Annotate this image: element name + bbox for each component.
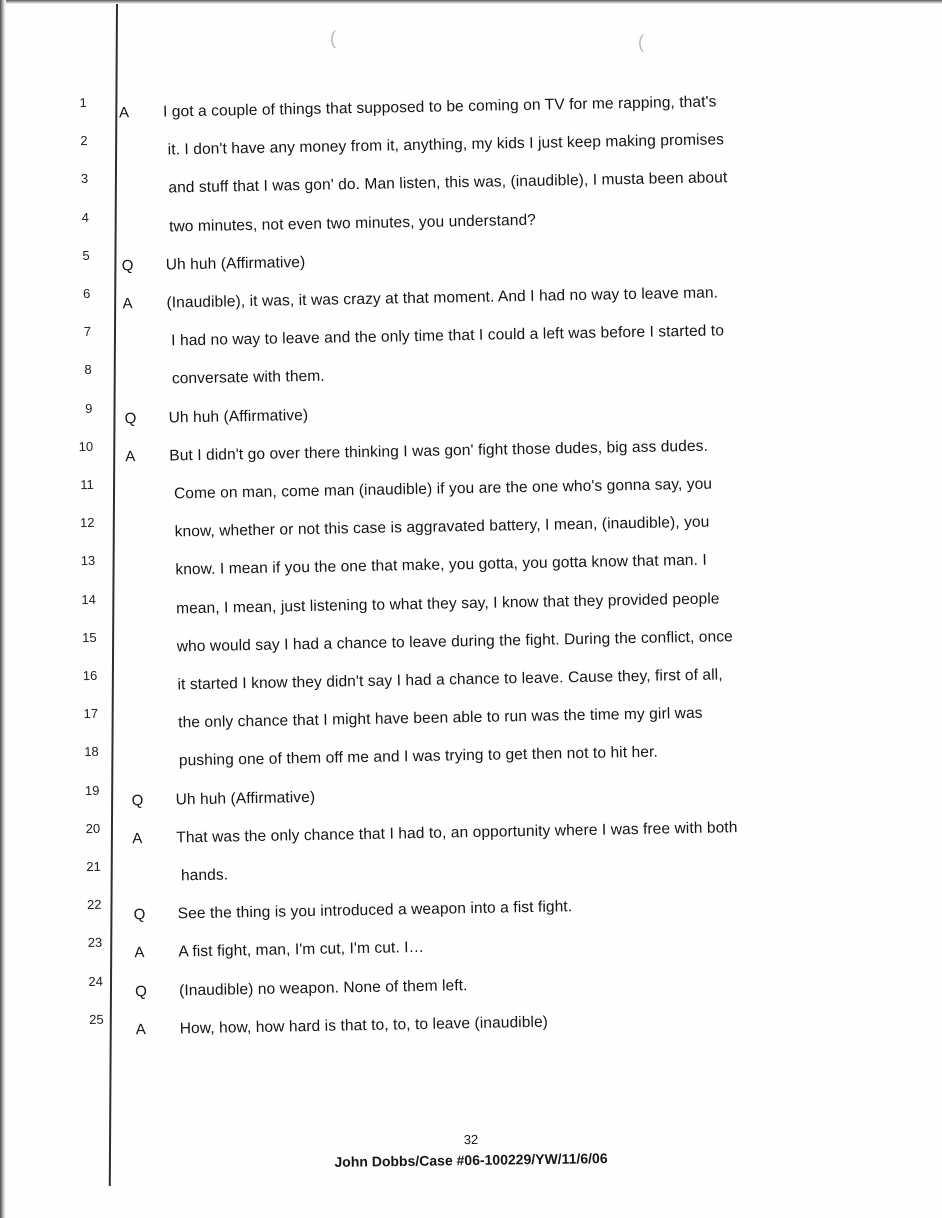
transcript-text: (Inaudible) no weapon. None of them left.	[178, 976, 468, 999]
transcript-text: the only chance that I might have been able to run was the time my girl was	[178, 704, 703, 732]
speaker-label: Q	[134, 982, 147, 1000]
scan-edge-left	[0, 0, 6, 1218]
line-number: 1	[79, 94, 87, 111]
line-number: 15	[82, 629, 97, 645]
line-number: 16	[82, 667, 98, 684]
line-number: 22	[86, 896, 102, 913]
line-number: 12	[79, 515, 95, 531]
transcript-text: Uh huh (Affirmative)	[175, 788, 316, 809]
transcript-text: I had no way to leave and the only time that I could a left was before I started to	[171, 322, 725, 350]
transcript-text: I got a couple of things that supposed to be coming on TV for me rapping, that's	[162, 93, 717, 121]
speaker-label: A	[118, 104, 130, 122]
transcript-text: it started I know they didn't say I had a chance to leave. Cause they, first of all,	[177, 666, 723, 694]
line-number: 19	[84, 782, 100, 798]
speaker-label: A	[135, 1020, 146, 1038]
case-footer: John Dobbs/Case #06-100229/YW/11/6/06	[334, 1150, 608, 1170]
transcript-text: know. I mean if you the one that make, you gotta, you gotta know that man. I	[175, 552, 707, 579]
speaker-label: A	[122, 295, 133, 313]
speaker-label: Q	[124, 409, 137, 427]
transcript-text: it. I don't have any money from it, anything, my kids I just keep making promises	[167, 131, 725, 159]
line-number: 20	[85, 820, 101, 836]
transcript-text: A fist fight, man, I'm cut, I'm cut. I…	[178, 939, 425, 961]
line-number: 13	[80, 553, 96, 569]
transcript-text: and stuff that I was gon' do. Man listen, this was, (inaudible), I musta been about	[168, 169, 728, 197]
transcript-text: (Inaudible), it was, it was crazy at that moment. And I had no way to leave man.	[166, 284, 719, 312]
line-number: 6	[82, 285, 91, 302]
line-number: 5	[82, 247, 90, 263]
line-number: 10	[78, 438, 94, 454]
transcript-text: know, whether or not this case is aggravated battery, I mean, (inaudible), you	[174, 513, 710, 541]
transcript-text: That was the only chance that I had to, an opportunity where I was free with both	[176, 818, 738, 847]
transcript-text: Uh huh (Affirmative)	[165, 253, 306, 274]
speaker-label: Q	[131, 791, 144, 809]
transcript-text: But I didn't go over there thinking I was gon' fight those dudes, big ass dudes.	[169, 437, 709, 465]
line-number: 21	[86, 858, 101, 875]
speaker-label: A	[125, 447, 136, 466]
line-number: 25	[89, 1011, 104, 1027]
transcript-text: two minutes, not even two minutes, you understand?	[168, 211, 537, 236]
line-number: 18	[84, 744, 99, 760]
transcript-text: who would say I had a chance to leave during the fight. During the conflict, once	[176, 627, 733, 656]
transcript-text: Come on man, come man (inaudible) if you are the one who's gonna say, you	[173, 475, 713, 503]
line-number: 9	[85, 400, 93, 416]
speaker-label: A	[134, 944, 145, 962]
line-number: 7	[83, 324, 92, 340]
transcript-text: hands.	[180, 866, 229, 885]
transcript-text: Uh huh (Affirmative)	[168, 406, 309, 427]
line-number: 24	[88, 973, 104, 989]
line-number: 4	[81, 209, 90, 225]
line-number: 2	[80, 133, 88, 149]
line-number: 17	[83, 706, 99, 722]
speaker-label: Q	[121, 256, 134, 275]
scan-speck: (	[330, 28, 336, 48]
transcript-text: mean, I mean, just listening to what they say, I know that they provided people	[175, 590, 720, 617]
transcript-text: conversate with them.	[171, 368, 325, 388]
scan-speck: (	[638, 32, 644, 52]
transcript-text: See the thing is you introduced a weapon into a fist fight.	[177, 898, 573, 923]
line-number: 3	[80, 171, 89, 187]
line-number: 14	[81, 591, 97, 607]
speaker-label: A	[132, 829, 143, 848]
line-number: 11	[80, 476, 94, 493]
page-number: 32	[463, 1131, 479, 1148]
transcript-text: How, how, how hard is that to, to, to leave (inaudible)	[179, 1013, 549, 1038]
transcript-text: pushing one of them off me and I was trying to get then not to hit her.	[178, 743, 658, 770]
line-number: 23	[87, 935, 103, 951]
speaker-label: Q	[133, 906, 146, 924]
line-number: 8	[84, 362, 92, 378]
scan-edge-top	[0, 0, 942, 4]
transcript-vertical-rule	[109, 4, 118, 1186]
